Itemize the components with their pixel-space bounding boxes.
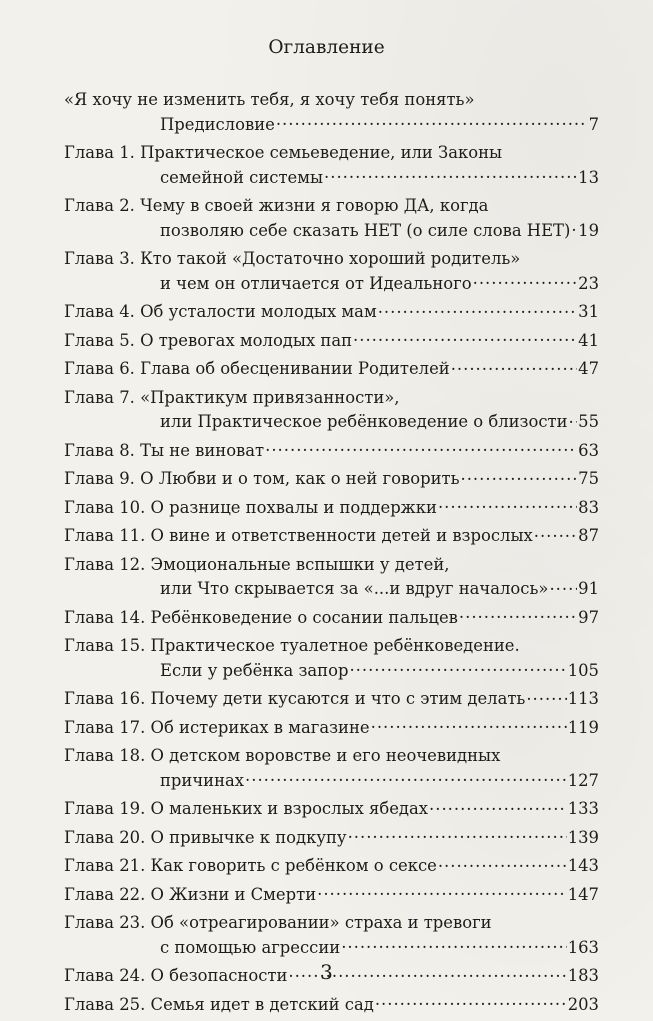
toc-entry bbox=[64, 496, 599, 521]
dot-leader bbox=[353, 329, 577, 345]
dot-leader bbox=[265, 439, 577, 455]
dot-leader bbox=[245, 769, 567, 785]
toc-entry bbox=[64, 439, 599, 464]
toc-entry-page-number: 83 bbox=[578, 497, 599, 517]
dot-leader bbox=[461, 468, 578, 484]
toc-entry bbox=[64, 687, 599, 712]
toc-entry-leader-line bbox=[64, 769, 599, 794]
toc-entry-title-line: Глава 3. Кто такой «Достаточно хороший родитель» bbox=[64, 249, 521, 268]
toc-entry-page-number: 143 bbox=[567, 856, 599, 875]
toc-entry bbox=[64, 993, 599, 1018]
toc-entry bbox=[64, 386, 599, 435]
toc-entry-page-number: 113 bbox=[567, 689, 599, 708]
toc-entry-leader-line bbox=[64, 467, 599, 492]
toc-entry-page-number: 133 bbox=[567, 799, 599, 818]
toc-entry-leader-line bbox=[64, 577, 599, 602]
dot-leader bbox=[549, 578, 577, 594]
page-number: 3 bbox=[320, 960, 333, 984]
dot-leader bbox=[276, 113, 588, 129]
toc-entry-title-line: Глава 7. «Практикум привязанности», bbox=[64, 387, 400, 407]
toc-entry-title: позволяю себе сказать НЕТ (о силе слова НЕТ) bbox=[160, 220, 571, 240]
toc-entry-page-number: 63 bbox=[578, 440, 599, 460]
toc-entry-title: Глава 8. Ты не виноват bbox=[64, 440, 265, 460]
toc-entry-leader-line bbox=[64, 329, 599, 354]
dot-leader bbox=[317, 883, 567, 899]
toc-entry-title: и чем он отличается от Идеального bbox=[160, 273, 472, 293]
toc-entry-title: Глава 20. О привычке к подкупу bbox=[64, 827, 347, 847]
toc-entry bbox=[64, 194, 599, 243]
toc-entry-page-number: 55 bbox=[578, 412, 599, 431]
toc-entry-title: или Практическое ребёнковедение о близости bbox=[160, 412, 568, 431]
toc-entry-leader-line bbox=[64, 936, 599, 961]
toc-entry-leader-line bbox=[64, 219, 599, 244]
toc-entry-leader-line bbox=[64, 716, 599, 741]
toc-entry-page-number: 97 bbox=[578, 607, 599, 627]
toc-entry-leader-line bbox=[64, 606, 599, 631]
toc-entry-leader-line bbox=[64, 439, 599, 464]
toc-entry-leader-line bbox=[64, 854, 599, 879]
toc-entry-page-number: 147 bbox=[567, 884, 599, 904]
toc-entry-title: с помощью агрессии bbox=[160, 937, 341, 957]
toc-entry-title: причинах bbox=[160, 770, 245, 790]
dot-leader bbox=[438, 855, 567, 871]
toc-entry-page-number: 139 bbox=[567, 827, 599, 847]
toc-entry-leader-line bbox=[64, 993, 599, 1018]
toc-entry-page-number: 105 bbox=[567, 660, 599, 680]
toc-entry bbox=[64, 467, 599, 492]
toc-entry-title: Глава 24. О безопасности bbox=[64, 966, 288, 985]
toc-entry bbox=[64, 634, 599, 683]
toc-entry bbox=[64, 300, 599, 325]
dot-leader bbox=[348, 826, 567, 842]
toc-entry-leader-line bbox=[64, 797, 599, 822]
toc-entry-leader-line bbox=[64, 883, 599, 908]
dot-leader bbox=[438, 496, 577, 512]
toc-entry-leader-line bbox=[64, 496, 599, 521]
toc-entry-page-number: 127 bbox=[567, 770, 599, 790]
dot-leader bbox=[371, 716, 567, 732]
toc-entry-page-number: 87 bbox=[578, 526, 599, 545]
dot-leader bbox=[571, 219, 577, 235]
toc-entry-leader-line bbox=[64, 357, 599, 382]
toc-entry-title: Глава 11. О вине и ответственности детей и взрослых bbox=[64, 526, 533, 545]
dot-leader bbox=[569, 411, 578, 427]
toc-entry bbox=[64, 141, 599, 190]
toc-entry-leader-line bbox=[64, 113, 599, 138]
toc-entry-title: Глава 10. О разнице похвалы и поддержки bbox=[64, 497, 437, 517]
toc-entry-page-number: 19 bbox=[578, 220, 599, 240]
toc-entry-title: или Что скрывается за «...и вдруг началось» bbox=[160, 579, 549, 598]
toc-entry-leader-line bbox=[64, 166, 599, 191]
dot-leader bbox=[349, 659, 566, 675]
dot-leader bbox=[534, 525, 577, 541]
toc-entry-title: семейной системы bbox=[160, 167, 324, 187]
toc-entry-leader-line bbox=[64, 300, 599, 325]
toc-entry bbox=[64, 88, 599, 137]
dot-leader bbox=[429, 798, 567, 814]
toc-entry-title-line: Глава 18. О детском воровстве и его неочевидных bbox=[64, 746, 501, 765]
toc-entry-title: Глава 19. О маленьких и взрослых ябедах bbox=[64, 799, 429, 818]
toc-entry-title-line: Глава 15. Практическое туалетное ребёнковедение. bbox=[64, 636, 520, 655]
toc-entry bbox=[64, 911, 599, 960]
toc-entry-page-number: 23 bbox=[578, 273, 599, 293]
dot-leader bbox=[341, 936, 567, 952]
toc-entry-title: Если у ребёнка запор bbox=[160, 660, 349, 680]
toc-entry-page-number: 183 bbox=[567, 966, 599, 985]
toc-entry-title: Глава 6. Глава об обесценивании Родителей bbox=[64, 359, 450, 378]
toc-entry-title-line: Глава 1. Практическое семьеведение, или Законы bbox=[64, 143, 503, 162]
toc-entry bbox=[64, 797, 599, 822]
toc-entry bbox=[64, 716, 599, 741]
toc-entry-leader-line bbox=[64, 659, 599, 684]
toc-entry-title: Глава 4. Об усталости молодых мам bbox=[64, 302, 377, 321]
toc-entry bbox=[64, 606, 599, 631]
toc-entry-title: Глава 25. Семья идет в детский сад bbox=[64, 994, 374, 1014]
toc-entry-leader-line bbox=[64, 272, 599, 297]
dot-leader bbox=[459, 606, 577, 622]
toc-entry bbox=[64, 854, 599, 879]
toc-entry-title: Глава 21. Как говорить с ребёнком о сексе bbox=[64, 856, 437, 875]
toc-entry-title: Глава 14. Ребёнковедение о сосании пальцев bbox=[64, 607, 458, 627]
toc-entry-title: Предисловие bbox=[160, 114, 275, 134]
dot-leader bbox=[378, 301, 577, 317]
toc-entry bbox=[64, 247, 599, 296]
page-title: Оглавление bbox=[268, 37, 385, 58]
toc-entry bbox=[64, 883, 599, 908]
toc-entry-leader-line bbox=[64, 524, 599, 549]
toc-entry bbox=[64, 329, 599, 354]
toc-entry-title-line: Глава 23. Об «отреагировании» страха и тревоги bbox=[64, 913, 492, 932]
toc-entry-page-number: 203 bbox=[567, 994, 599, 1014]
dot-leader bbox=[451, 358, 577, 374]
toc-entry-page-number: 47 bbox=[578, 359, 599, 378]
toc-entry-leader-line bbox=[64, 410, 599, 435]
toc-entry-title-line: «Я хочу не изменить тебя, я хочу тебя понять» bbox=[64, 90, 475, 109]
toc-entry bbox=[64, 357, 599, 382]
dot-leader bbox=[324, 166, 577, 182]
toc-entry bbox=[64, 524, 599, 549]
toc-entry bbox=[64, 826, 599, 851]
dot-leader bbox=[473, 272, 578, 288]
toc-entry-leader-line bbox=[64, 826, 599, 851]
toc-entry-page-number: 91 bbox=[578, 579, 599, 598]
toc-entry-page-number: 163 bbox=[567, 937, 599, 957]
toc-entry-title: Глава 22. О Жизни и Смерти bbox=[64, 884, 317, 904]
toc-entry-title: Глава 17. Об истериках в магазине bbox=[64, 717, 370, 737]
toc-entry bbox=[64, 553, 599, 602]
toc-entry-title-line: Глава 2. Чему в своей жизни я говорю ДА, когда bbox=[64, 196, 489, 215]
toc-entry-page-number: 41 bbox=[578, 330, 599, 350]
toc-entry-title: Глава 16. Почему дети кусаются и что с этим делать bbox=[64, 689, 526, 708]
toc-entry-page-number: 75 bbox=[578, 469, 599, 488]
toc-entry bbox=[64, 744, 599, 793]
dot-leader bbox=[375, 993, 567, 1009]
toc-entry-page-number: 7 bbox=[588, 114, 599, 134]
toc-entry-title: Глава 5. О тревогах молодых пап bbox=[64, 330, 353, 350]
dot-leader bbox=[526, 688, 566, 704]
table-of-contents bbox=[64, 88, 599, 1021]
toc-entry-page-number: 31 bbox=[578, 302, 599, 321]
toc-entry-title: Глава 9. О Любви и о том, как о ней говорить bbox=[64, 469, 460, 488]
toc-entry-title-line: Глава 12. Эмоциональные вспышки у детей, bbox=[64, 554, 450, 574]
toc-entry-leader-line bbox=[64, 687, 599, 712]
toc-entry-page-number: 13 bbox=[578, 167, 599, 187]
toc-entry-page-number: 119 bbox=[567, 717, 599, 737]
